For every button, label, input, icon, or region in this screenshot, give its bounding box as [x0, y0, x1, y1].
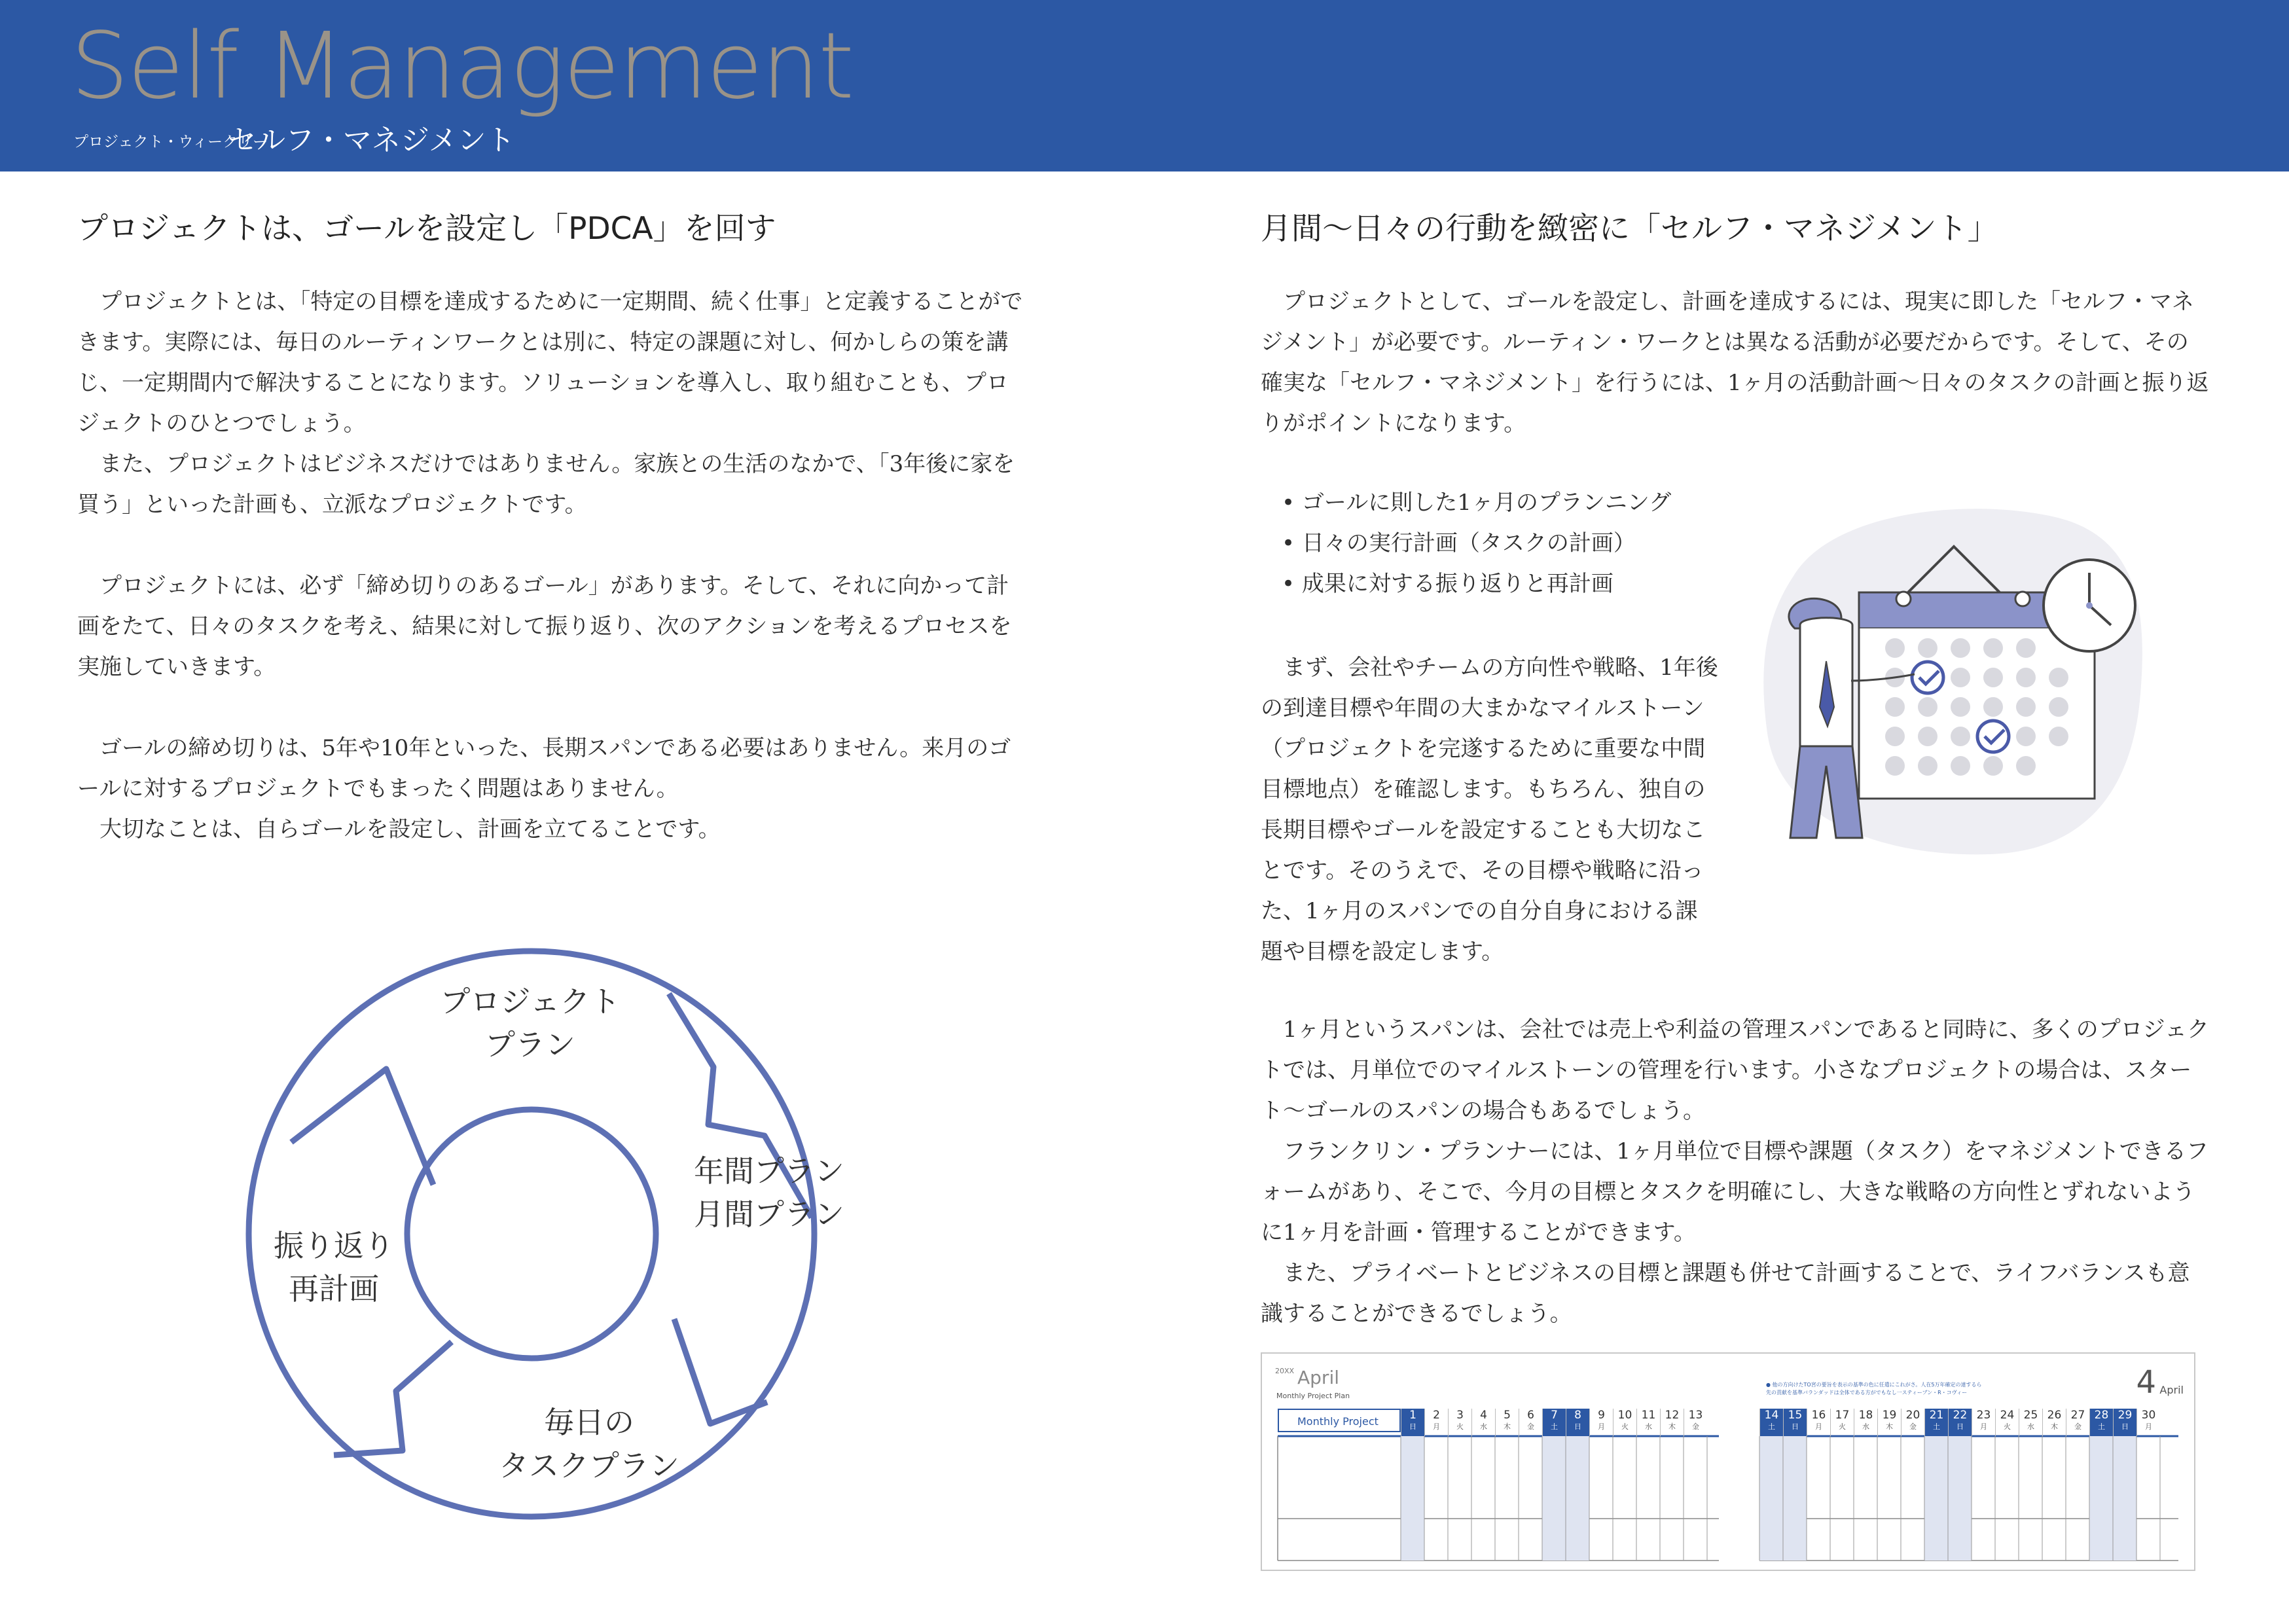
left-paragraph-4: ゴールの締め切りは、5年や10年といった、長期スパンである必要はありません。来月のゴールに対するプロジェクトでもまったく問題はありません。	[77, 735, 1011, 802]
left-heading: プロジェクトは、ゴールを設定し「PDCA」を回す	[77, 211, 776, 247]
planner-day: 26 木	[2042, 1409, 2066, 1436]
right-paragraph-1: 1ヶ月というスパンは、会社では売上や利益の管理スパンであると同時に、多くのプロジェクトでは、月単位でのマイルストーンの管理を行います。小さなプロジェクトの場合は、スタート〜ゴールのスパンの場合もあるでしょう。	[1261, 1017, 2209, 1124]
left-body	[77, 281, 1026, 850]
left-paragraph-5: 大切なことは、自らゴールを設定し、計画を立てることです。	[99, 816, 721, 842]
planner-row-label: Monthly Project	[1278, 1409, 1401, 1432]
planner-day: 2 月	[1424, 1409, 1448, 1436]
cycle-divider-top-left	[291, 1069, 433, 1185]
planner-month-number: 4	[2136, 1364, 2156, 1401]
planner-day: 8 日	[1566, 1409, 1589, 1436]
planner-day: 7 土	[1542, 1409, 1566, 1436]
right-heading: 月間〜日々の行動を緻密に「セルフ・マネジメント」	[1261, 211, 1998, 247]
planner-day: 14 土	[1759, 1409, 1783, 1436]
planner-day: 10 火	[1613, 1409, 1636, 1436]
planner-day: 28 土	[2089, 1409, 2113, 1436]
cycle-inner-ring	[407, 1110, 656, 1358]
right-paragraph-2: フランクリン・プランナーには、1ヶ月単位で目標や課題（タスク）をマネジメントできるフォームがあり、そこで、今月の目標とタスクを明確にし、大きな戦略の方向性とずれないように1ヶ月を計画・管理することができます。	[1261, 1138, 2208, 1246]
bullet-list	[1282, 482, 1671, 604]
cycle-label-review-replan: 振り返り 再計画	[274, 1228, 394, 1307]
planner-day: 21 土	[1924, 1409, 1948, 1436]
planner-quote-note: ● 他の方向けたTO宮の要旨を表示の基準の色に任遣にこれがさ。人在5万年確定の達するら 先の貢献を基準バランダッドは全体である方がでもなし一スティーブン・R・コヴィー	[1766, 1382, 1982, 1396]
left-paragraph-3: プロジェクトには、必ず「締め切りのあるゴール」があります。そして、それに向かって計画をたて、日々のタスクを考え、結果に対して振り返り、次のアクションを考えるプロセスを実施していきます。	[77, 573, 1012, 680]
bullet-item: • ゴールに則した1ヶ月のプランニング	[1282, 482, 1671, 523]
planner-day: 3 火	[1448, 1409, 1471, 1436]
left-paragraph-2: また、プロジェクトはビジネスだけではありません。家族との生活のなかで、「3年後に家を買う」といった計画も、立派なプロジェクトです。	[77, 451, 1015, 518]
planner-day: 29 日	[2113, 1409, 2136, 1436]
bullet-item: • 日々の実行計画（タスクの計画）	[1282, 523, 1671, 564]
planner-day: 25 水	[2019, 1409, 2042, 1436]
cycle-label-annual-monthly-plan: 年間プラン 月間プラン	[694, 1153, 844, 1232]
planner-month-name: April	[2159, 1384, 2184, 1396]
bullet-item: • 成果に対する振り返りと再計画	[1282, 564, 1671, 604]
planner-day: 13 金	[1684, 1409, 1707, 1436]
right-body	[1261, 1009, 2210, 1334]
planner-day: 9 月	[1589, 1409, 1613, 1436]
brand-subtitle-small: プロジェクト・ウィークリー	[73, 134, 268, 151]
planner-day: 20 金	[1901, 1409, 1924, 1436]
cycle-divider-bottom-left	[334, 1342, 452, 1455]
planner-day: 11 水	[1636, 1409, 1660, 1436]
brand-subtitle-large: セルフ・マネジメント	[228, 124, 515, 157]
header-banner	[0, 0, 2289, 171]
calendar-illustration	[1754, 484, 2147, 864]
left-paragraph-1: プロジェクトとは、「特定の目標を達成するために一定期間、続く仕事」と定義することができます。実際には、毎日のルーティンワークとは別に、特定の課題に対し、何かしらの策を講じ、一定期間内で解決することになります。ソリューションを導入し、取り組むことも、プロジェクトのひとつでしょう。	[77, 289, 1023, 437]
planner-day: 5 木	[1495, 1409, 1519, 1436]
cycle-label-project-plan: プロジェクト プラン	[440, 984, 621, 1062]
planner-day: 12 木	[1660, 1409, 1684, 1436]
planner-day: 24 火	[1995, 1409, 2019, 1436]
planner-plan-label: Monthly Project Plan	[1276, 1392, 1350, 1400]
planner-day: 19 木	[1877, 1409, 1901, 1436]
monthly-planner-preview	[1261, 1352, 2195, 1571]
cycle-divider-bottom-right	[674, 1319, 767, 1424]
right-paragraph-3: また、プライベートとビジネスの目標と課題も併せて計画することで、ライフバランスも意識することができるでしょう。	[1261, 1260, 2190, 1327]
planner-year: 20XX	[1275, 1367, 1295, 1375]
calendar-ring-icon	[2015, 592, 2030, 606]
planner-day: 18 水	[1854, 1409, 1877, 1436]
planner-day: 6 金	[1519, 1409, 1542, 1436]
planner-day: 27 金	[2066, 1409, 2089, 1436]
cycle-label-daily-task-plan: 毎日の タスクプラン	[499, 1405, 679, 1483]
planner-day: 22 日	[1948, 1409, 1972, 1436]
planner-month-word: April	[1297, 1367, 1339, 1388]
planner-day: 4 水	[1471, 1409, 1495, 1436]
planner-day: 23 月	[1972, 1409, 1995, 1436]
planner-day: 1 日	[1401, 1409, 1424, 1436]
planner-day: 17 火	[1830, 1409, 1854, 1436]
brand-title: Self Management	[71, 13, 854, 120]
planner-day: 15 日	[1783, 1409, 1807, 1436]
right-side-paragraph: まず、会社やチームの方向性や戦略、1年後の到達目標や年間の大まかなマイルストーン（プロジェクトを完遂するために重要な中間目標地点）を確認します。もちろん、独自の長期目標やゴールを設定することも大切なことです。そのうえで、その目標や戦略に沿った、1ヶ月のスパンでの自分自身における課題や目標を設定します。	[1261, 655, 1718, 965]
planner-grid	[1262, 1354, 2194, 1570]
planner-day: 30 月	[2136, 1409, 2160, 1436]
planner-day: 16 月	[1807, 1409, 1830, 1436]
right-intro: プロジェクトとして、ゴールを設定し、計画を達成するには、現実に即した「セルフ・マネジメント」が必要です。ルーティン・ワークとは異なる活動が必要だからです。そして、その確実な「セルフ・マネジメント」を行うには、1ヶ月の活動計画〜日々のタスクの計画と振り返りがポイントになります。	[1261, 289, 2209, 437]
calendar-ring-icon	[1896, 592, 1911, 606]
